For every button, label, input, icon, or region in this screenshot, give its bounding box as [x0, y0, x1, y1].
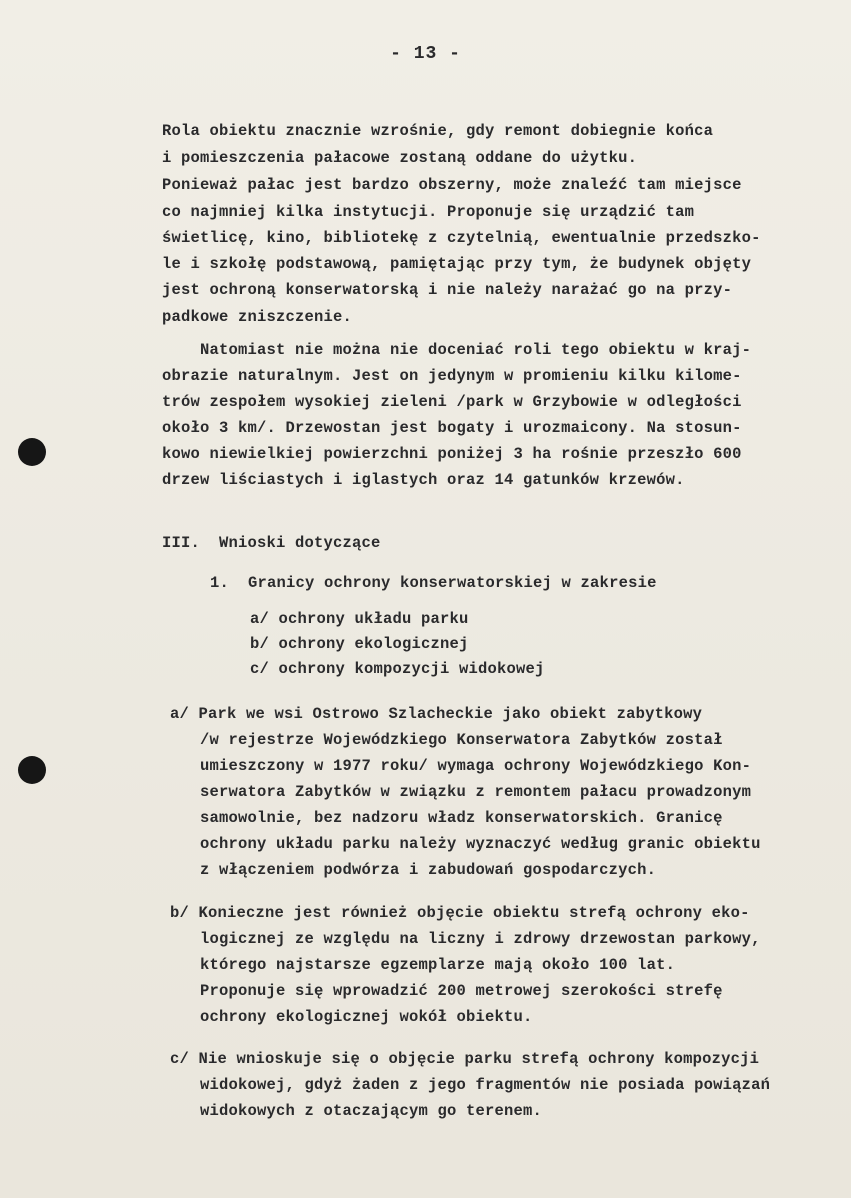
- list-item: b/ ochrony ekologicznej: [250, 635, 469, 653]
- text-line: i pomieszczenia pałacowe zostaną oddane do użytku.: [162, 149, 638, 167]
- text-line: logicznej ze względu na liczny i zdrowy drzewostan parkowy,: [200, 930, 761, 948]
- text-line: a/ Park we wsi Ostrowo Szlacheckie jako obiekt zabytkowy: [170, 705, 703, 723]
- text-line: jest ochroną konserwatorską i nie należy narażać go na przy-: [162, 281, 733, 299]
- text-line: Ponieważ pałac jest bardzo obszerny, może znaleźć tam miejsce: [162, 176, 742, 194]
- text-line: z włączeniem podwórza i zabudowań gospodarczych.: [200, 861, 657, 879]
- text-line: /w rejestrze Wojewódzkiego Konserwatora Zabytków został: [200, 731, 723, 749]
- text-line: Proponuje się wprowadzić 200 metrowej szerokości strefę: [200, 982, 723, 1000]
- list-heading: 1. Granicy ochrony konserwatorskiej w zakresie: [210, 574, 657, 592]
- text-line: Rola obiektu znacznie wzrośnie, gdy remont dobiegnie końca: [162, 122, 714, 140]
- text-line: samowolnie, bez nadzoru władz konserwatorskich. Granicę: [200, 809, 723, 827]
- text-line: ochrony ekologicznej wokół obiektu.: [200, 1008, 533, 1026]
- page-number: - 13 -: [390, 44, 461, 64]
- text-line: świetlicę, kino, bibliotekę z czytelnią, ewentualnie przedszko-: [162, 229, 761, 247]
- list-item: c/ ochrony kompozycji widokowej: [250, 660, 545, 678]
- list-item: a/ ochrony układu parku: [250, 610, 469, 628]
- text-line: serwatora Zabytków w związku z remontem pałacu prowadzonym: [200, 783, 752, 801]
- text-line: obrazie naturalnym. Jest on jedynym w promieniu kilku kilome-: [162, 367, 742, 385]
- text-line: umieszczony w 1977 roku/ wymaga ochrony Wojewódzkiego Kon-: [200, 757, 752, 775]
- text-line: c/ Nie wnioskuje się o objęcie parku strefą ochrony kompozycji: [170, 1050, 760, 1068]
- text-line: drzew liściastych i iglastych oraz 14 gatunków krzewów.: [162, 471, 685, 489]
- text-line: trów zespołem wysokiej zieleni /park w Grzybowie w odległości: [162, 393, 742, 411]
- punch-hole-lower: [18, 756, 46, 784]
- text-line: widokowej, gdyż żaden z jego fragmentów nie posiada powiązań: [200, 1076, 771, 1094]
- text-line: b/ Konieczne jest również objęcie obiektu strefą ochrony eko-: [170, 904, 750, 922]
- text-line: ochrony układu parku należy wyznaczyć według granic obiektu: [200, 835, 761, 853]
- text-line: widokowych z otaczającym go terenem.: [200, 1102, 543, 1120]
- punch-hole-upper: [18, 438, 46, 466]
- text-line: którego najstarsze egzemplarze mają około 100 lat.: [200, 956, 676, 974]
- text-line: około 3 km/. Drzewostan jest bogaty i urozmaicony. Na stosun-: [162, 419, 742, 437]
- text-line: kowo niewielkiej powierzchni poniżej 3 ha rośnie przeszło 600: [162, 445, 742, 463]
- text-line: Natomiast nie można nie doceniać roli tego obiektu w kraj-: [200, 341, 752, 359]
- text-line: padkowe zniszczenie.: [162, 308, 353, 326]
- text-line: co najmniej kilka instytucji. Proponuje się urządzić tam: [162, 203, 695, 221]
- section-heading: III. Wnioski dotyczące: [162, 534, 381, 552]
- text-line: le i szkołę podstawową, pamiętając przy tym, że budynek objęty: [162, 255, 752, 273]
